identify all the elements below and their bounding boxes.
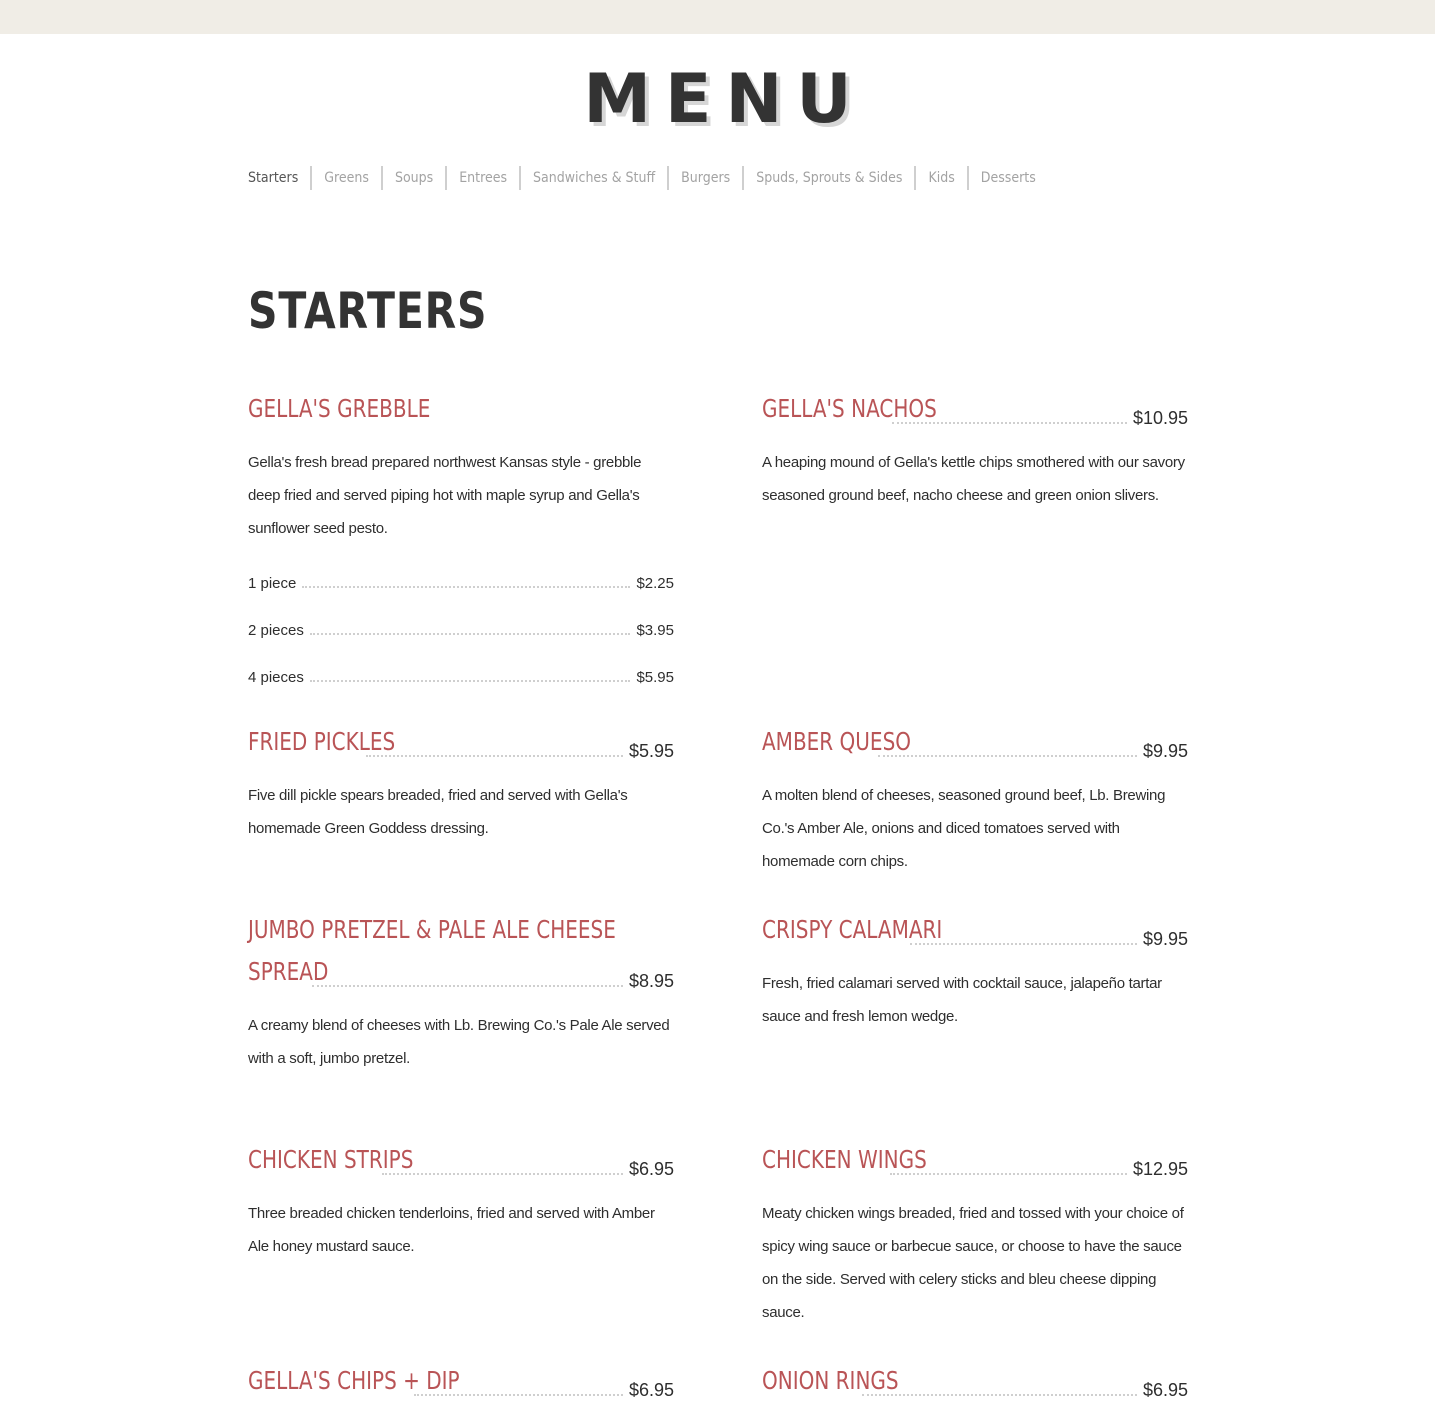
menu-item-jumbo-pretzel [248, 909, 674, 1075]
dot-leader [382, 1172, 623, 1175]
item-price: $9.95 [1142, 741, 1188, 761]
item-name-line1: JUMBO PRETZEL & PALE ALE CHEESE [248, 915, 616, 944]
dot-leader [862, 1393, 1137, 1396]
item-name: GELLA'S CHIPS + DIP [248, 1366, 460, 1395]
dot-leader [910, 942, 1137, 945]
dot-leader [310, 679, 631, 682]
page-title: MENU [583, 60, 866, 139]
item-price: $6.95 [628, 1159, 674, 1179]
item-option [248, 653, 674, 686]
item-price: $6.95 [1142, 1380, 1188, 1400]
menu-item-grebble [248, 388, 674, 686]
item-name: GELLA'S GREBBLE [248, 394, 431, 423]
menu-item-chicken-wings [762, 1139, 1188, 1329]
option-label: 2 pieces [248, 622, 304, 639]
item-name: ONION RINGS [762, 1366, 899, 1395]
item-header [762, 388, 1188, 430]
item-description: Meaty chicken wings breaded, fried and tossed with your choice of spicy wing sauce or barbecue sauce, or choose to have the sauce on the side. Served with celery sticks and bleu cheese dipping sauce. [762, 1205, 1184, 1321]
item-price: $8.95 [628, 971, 674, 991]
menu-item-nachos [762, 388, 1188, 512]
nav-item-desserts[interactable]: Desserts [967, 166, 1048, 190]
nav-item-entrees[interactable]: Entrees [445, 166, 519, 190]
section-title: STARTERS [248, 282, 488, 340]
item-header [248, 1360, 674, 1402]
dot-leader [312, 984, 623, 987]
option-price: $5.95 [636, 669, 674, 686]
item-price: $9.95 [1142, 929, 1188, 949]
item-header [248, 721, 674, 763]
menu-item-amber-queso [762, 721, 1188, 878]
item-header [762, 909, 1188, 951]
top-bar [0, 0, 1435, 34]
item-option [248, 559, 674, 592]
dot-leader [366, 754, 623, 757]
menu-item-crispy-calamari [762, 909, 1188, 1033]
menu-item-fried-pickles [248, 721, 674, 845]
item-description: A creamy blend of cheeses with Lb. Brewing Co.'s Pale Ale served with a soft, jumbo pretzel. [248, 1017, 670, 1067]
item-price: $5.95 [628, 741, 674, 761]
option-label: 4 pieces [248, 669, 304, 686]
item-description: A heaping mound of Gella's kettle chips smothered with our savory seasoned ground beef, nacho cheese and green onion slivers. [762, 454, 1185, 504]
item-name-line2: SPREAD [248, 957, 329, 986]
nav-item-sandwiches[interactable]: Sandwiches & Stuff [519, 166, 667, 190]
item-name: CRISPY CALAMARI [762, 915, 943, 944]
nav-item-soups[interactable]: Soups [381, 166, 445, 190]
item-option [248, 606, 674, 639]
option-price: $2.25 [636, 575, 674, 592]
item-header [248, 951, 674, 993]
item-name: CHICKEN WINGS [762, 1145, 927, 1174]
item-description: Five dill pickle spears breaded, fried and served with Gella's homemade Green Goddess dressing. [248, 787, 628, 837]
item-price: $6.95 [628, 1380, 674, 1400]
item-name: GELLA'S NACHOS [762, 394, 937, 423]
menu-item-chips-dip [248, 1360, 674, 1402]
item-description: A molten blend of cheeses, seasoned ground beef, Lb. Brewing Co.'s Amber Ale, onions and diced tomatoes served with homemade corn chips. [762, 787, 1166, 870]
item-description: Gella's fresh bread prepared northwest Kansas style - grebble deep fried and served piping hot with maple syrup and Gella's sunflower seed pesto. [248, 454, 642, 537]
item-price: $12.95 [1132, 1159, 1188, 1179]
dot-leader [302, 585, 630, 588]
item-name: FRIED PICKLES [248, 727, 396, 756]
nav-item-burgers[interactable]: Burgers [667, 166, 742, 190]
nav-item-spuds[interactable]: Spuds, Sprouts & Sides [742, 166, 914, 190]
item-header [248, 909, 674, 951]
dot-leader [878, 754, 1137, 757]
item-price: $10.95 [1132, 408, 1188, 428]
item-description: Three breaded chicken tenderloins, fried and served with Amber Ale honey mustard sauce. [248, 1205, 655, 1255]
item-name: AMBER QUESO [762, 727, 912, 756]
menu-item-chicken-strips [248, 1139, 674, 1263]
nav-item-greens[interactable]: Greens [310, 166, 381, 190]
category-nav [248, 166, 1048, 190]
item-header [762, 721, 1188, 763]
item-description: Fresh, fried calamari served with cocktail sauce, jalapeño tartar sauce and fresh lemon wedge. [762, 975, 1162, 1025]
dot-leader [310, 632, 631, 635]
nav-item-kids[interactable]: Kids [914, 166, 966, 190]
item-header [762, 1360, 1188, 1402]
item-header [248, 388, 674, 430]
item-name: CHICKEN STRIPS [248, 1145, 414, 1174]
item-header [248, 1139, 674, 1181]
menu-item-onion-rings [762, 1360, 1188, 1402]
nav-item-starters[interactable]: Starters [248, 170, 299, 186]
item-header [762, 1139, 1188, 1181]
option-label: 1 piece [248, 575, 297, 592]
option-price: $3.95 [636, 622, 674, 639]
